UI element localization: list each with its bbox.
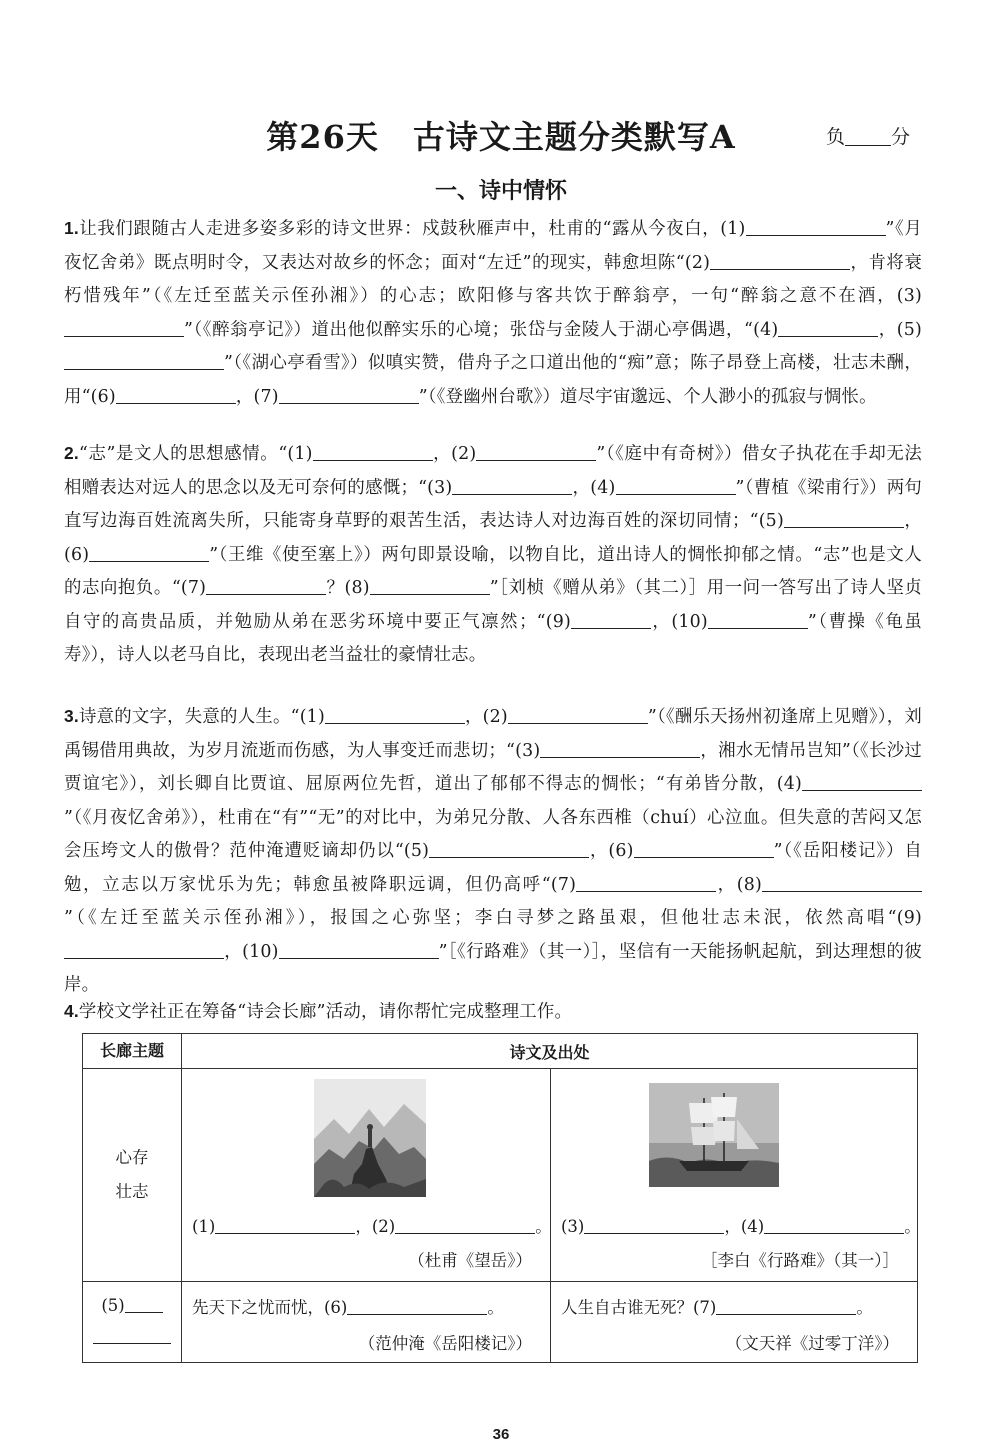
score-suffix: 分 [891,126,911,148]
blank-label: ，(2) [355,1217,396,1236]
answer-blank[interactable] [395,1211,535,1234]
poem-fill [192,1211,552,1237]
theme-line: 心存 [115,1148,149,1167]
answer-blank[interactable] [778,314,878,337]
question-text: ？(8) [326,578,370,598]
question-number: 3. [64,706,79,726]
answer-blank[interactable] [347,1292,487,1315]
day-label: 第26天 [266,118,379,156]
header-theme: 长廊主题 [83,1034,182,1069]
poem-cell-left [182,1069,551,1282]
answer-blank[interactable] [279,936,439,959]
question-text: ，(8) [716,874,763,895]
poem-source: （文天祥《过零丁洋》） [725,1334,899,1353]
answer-blank[interactable] [64,936,224,959]
question-text: ”（《登幽州台歌》）道尽宇宙邈远、个人渺小的孤寂与惆怅。 [418,386,877,407]
question-text: ”（《湖心亭看雪》）似嗔实赞，借舟子之口道出他的“痴”意；陈子昂登上高楼，壮志未酬，用“(6) [64,353,922,407]
blank-label: (5) [101,1296,125,1315]
poem-cell-right [551,1282,918,1363]
question-text: ，(4) [572,477,616,498]
question-text: 诗意的文字，失意的人生。“(1) [78,707,325,727]
answer-blank[interactable] [313,438,433,461]
question-text: ，(2) [464,707,508,727]
answer-blank[interactable] [215,1211,355,1234]
answer-blank[interactable] [764,1211,904,1234]
section-title: 一、诗中情怀 [434,179,567,204]
theme-line: 壮志 [115,1182,149,1201]
answer-blank[interactable] [634,835,774,858]
answer-blank[interactable] [616,472,736,495]
question-text: “志”是文人的思想感情。“(1) [78,444,313,464]
answer-blank[interactable] [476,438,596,461]
question-text: 学校文学社正在筹备“诗会长廊”活动，请你帮忙完成整理工作。 [78,1002,573,1022]
table-row [83,1282,918,1363]
period: 。 [487,1298,504,1317]
poem-cell-left [182,1282,551,1363]
answer-blank[interactable] [571,606,651,629]
question-text: ”［刘桢《赠从弟》（其二）］用一问一答写出了诗人坚贞自守的高贵品质，并勉励从弟在恶劣环境中要正气凛然；“(9) [64,578,923,632]
question-text: ”（曹植《梁甫行》）两句直写边海百姓流离失所，只能寄身草野的艰苦生活，表达诗人对边海百姓的深切同情；“(5) [64,477,923,531]
blank-label: (3) [561,1217,585,1236]
score-prefix: 负 [826,126,846,148]
answer-blank[interactable] [429,835,589,858]
question-text: ”（《庭中有奇树》）借女子执花在手却无法相赠表达对远人的思念以及无可奈何的感慨；“(3) [64,444,922,498]
answer-blank[interactable] [708,606,808,629]
question-text: ，(10) [651,611,708,632]
answer-blank[interactable] [716,1292,856,1315]
answer-blank[interactable] [576,869,716,892]
question-text: ”（《左迁至蓝关示侄孙湘》），报国之心弥坚；李白寻梦之路虽艰，但他壮志未泯，依然高唱“(9) [64,908,922,928]
question-text: ，湘水无情吊岂知”（《长沙过贾谊宅》），刘长卿自比贾谊、屈原两位先哲，道出了郁郁不得志的惆怅；“有弟皆分散，(4) [64,740,922,794]
question-text: ”（《酬乐天扬州初逢席上见赠》），刘禹锡借用典故，为岁月流逝而伤感，为人事变迁而悲切；“(3) [64,707,922,761]
question-text: ，(6) [64,511,922,565]
answer-blank[interactable] [64,347,224,370]
poem-cell-right [551,1069,921,1282]
answer-blank[interactable] [508,701,648,724]
poem-line: 人生自古谁无死？(7) [561,1298,717,1317]
table-row [83,1069,918,1282]
question-text: ，(7) [235,386,279,407]
theme-cell [83,1069,182,1282]
question-text: ，(2) [432,444,477,464]
answer-blank[interactable] [370,572,490,595]
answer-blank[interactable] [279,381,419,404]
header-poems: 诗文及出处 [182,1034,918,1069]
score-box [826,122,910,149]
answer-blank[interactable] [584,1211,724,1234]
answer-blank[interactable] [452,472,572,495]
blank-label: (1) [192,1217,216,1236]
question-text: ”《月夜忆舍弟》既点明时令，又表达对故乡的怀念；面对“左迁”的现实，韩愈坦陈“(2) [64,219,923,273]
sailing-ship-image [649,1083,779,1187]
period: 。 [535,1217,552,1236]
answer-blank[interactable] [710,247,850,270]
poem-source: （范仲淹《岳阳楼记》） [358,1334,532,1353]
poem-line: 先天下之忧而忧，(6) [192,1298,348,1317]
question-2 [64,437,922,673]
answer-blank[interactable] [93,1321,171,1344]
question-text: ”（王维《使至塞上》）两句即景设喻，以物自比，道出诗人的惆怅抑郁之情。“志”也是文人的志向抱负。“(7) [64,544,922,598]
poem-fill [561,1292,873,1318]
question-text: ”（《岳阳楼记》）自勉，立志以万家忧乐为先；韩愈虽被降职远调，但仍高呼“(7) [64,841,922,895]
cloister-table [82,1033,921,1363]
table-header-row [83,1034,918,1069]
question-text: 让我们跟随古人走进多姿多彩的诗文世界：戍鼓秋雁声中，杜甫的“露从今夜白，(1) [78,219,746,239]
question-3 [64,700,922,1003]
question-text: ，肯将衰朽惜残年”（《左迁至蓝关示侄孙湘》）的心志；欧阳修与客共饮于醉翁亭，一句“醉翁之意不在酒，(3) [64,252,922,306]
answer-blank[interactable] [746,213,886,236]
period: 。 [856,1298,873,1317]
question-number: 1. [64,218,79,238]
poem-source: ［李白《行路难》（其一）］ [701,1251,899,1270]
answer-blank[interactable] [540,735,700,758]
question-4 [64,995,922,1030]
question-text: ”（《月夜忆舍弟》），杜甫在“有”“无”的对比中，为弟兄分散、人各东西椎（chuí）心泣血。但失意的苦闷又怎会压垮文人的傲骨？范仲淹遭贬谪却仍以“(5) [64,807,922,861]
question-1 [64,212,922,414]
mountain-landscape-image [314,1079,426,1197]
blank-label: ，(4) [724,1217,765,1236]
theme-cell [83,1282,182,1363]
title-text: 古诗文主题分类默写A [412,118,736,156]
period: 。 [904,1217,921,1236]
question-number: 2. [64,443,79,463]
answer-blank[interactable] [325,701,465,724]
answer-blank[interactable] [762,869,922,892]
question-text: ”（《醉翁亭记》）道出他似醉实乐的心境；张岱与金陵人于湖心亭偶遇，“(4) [184,319,779,340]
question-text: ，(10) [224,941,279,962]
score-blank[interactable] [845,125,891,146]
answer-blank[interactable] [89,539,209,562]
poem-fill [561,1211,921,1237]
question-text: ，(5) [878,319,923,340]
page-number: 36 [492,1426,510,1443]
question-text: ”（曹操《龟虽寿》），诗人以老马自比，表现出老当益壮的豪情壮志。 [64,611,923,665]
answer-blank[interactable] [64,314,184,337]
answer-blank[interactable] [116,381,236,404]
answer-blank[interactable] [206,572,326,595]
question-text: ，(6) [589,841,634,861]
question-text: ”［《行路难》（其一）］，坚信有一天能扬帆起航，到达理想的彼岸。 [64,941,922,995]
poem-fill [192,1292,504,1318]
answer-blank[interactable] [802,768,922,791]
answer-blank[interactable] [125,1290,163,1313]
answer-blank[interactable] [784,505,904,528]
question-number: 4. [64,1001,79,1021]
poem-source: （杜甫《望岳》） [408,1251,532,1270]
